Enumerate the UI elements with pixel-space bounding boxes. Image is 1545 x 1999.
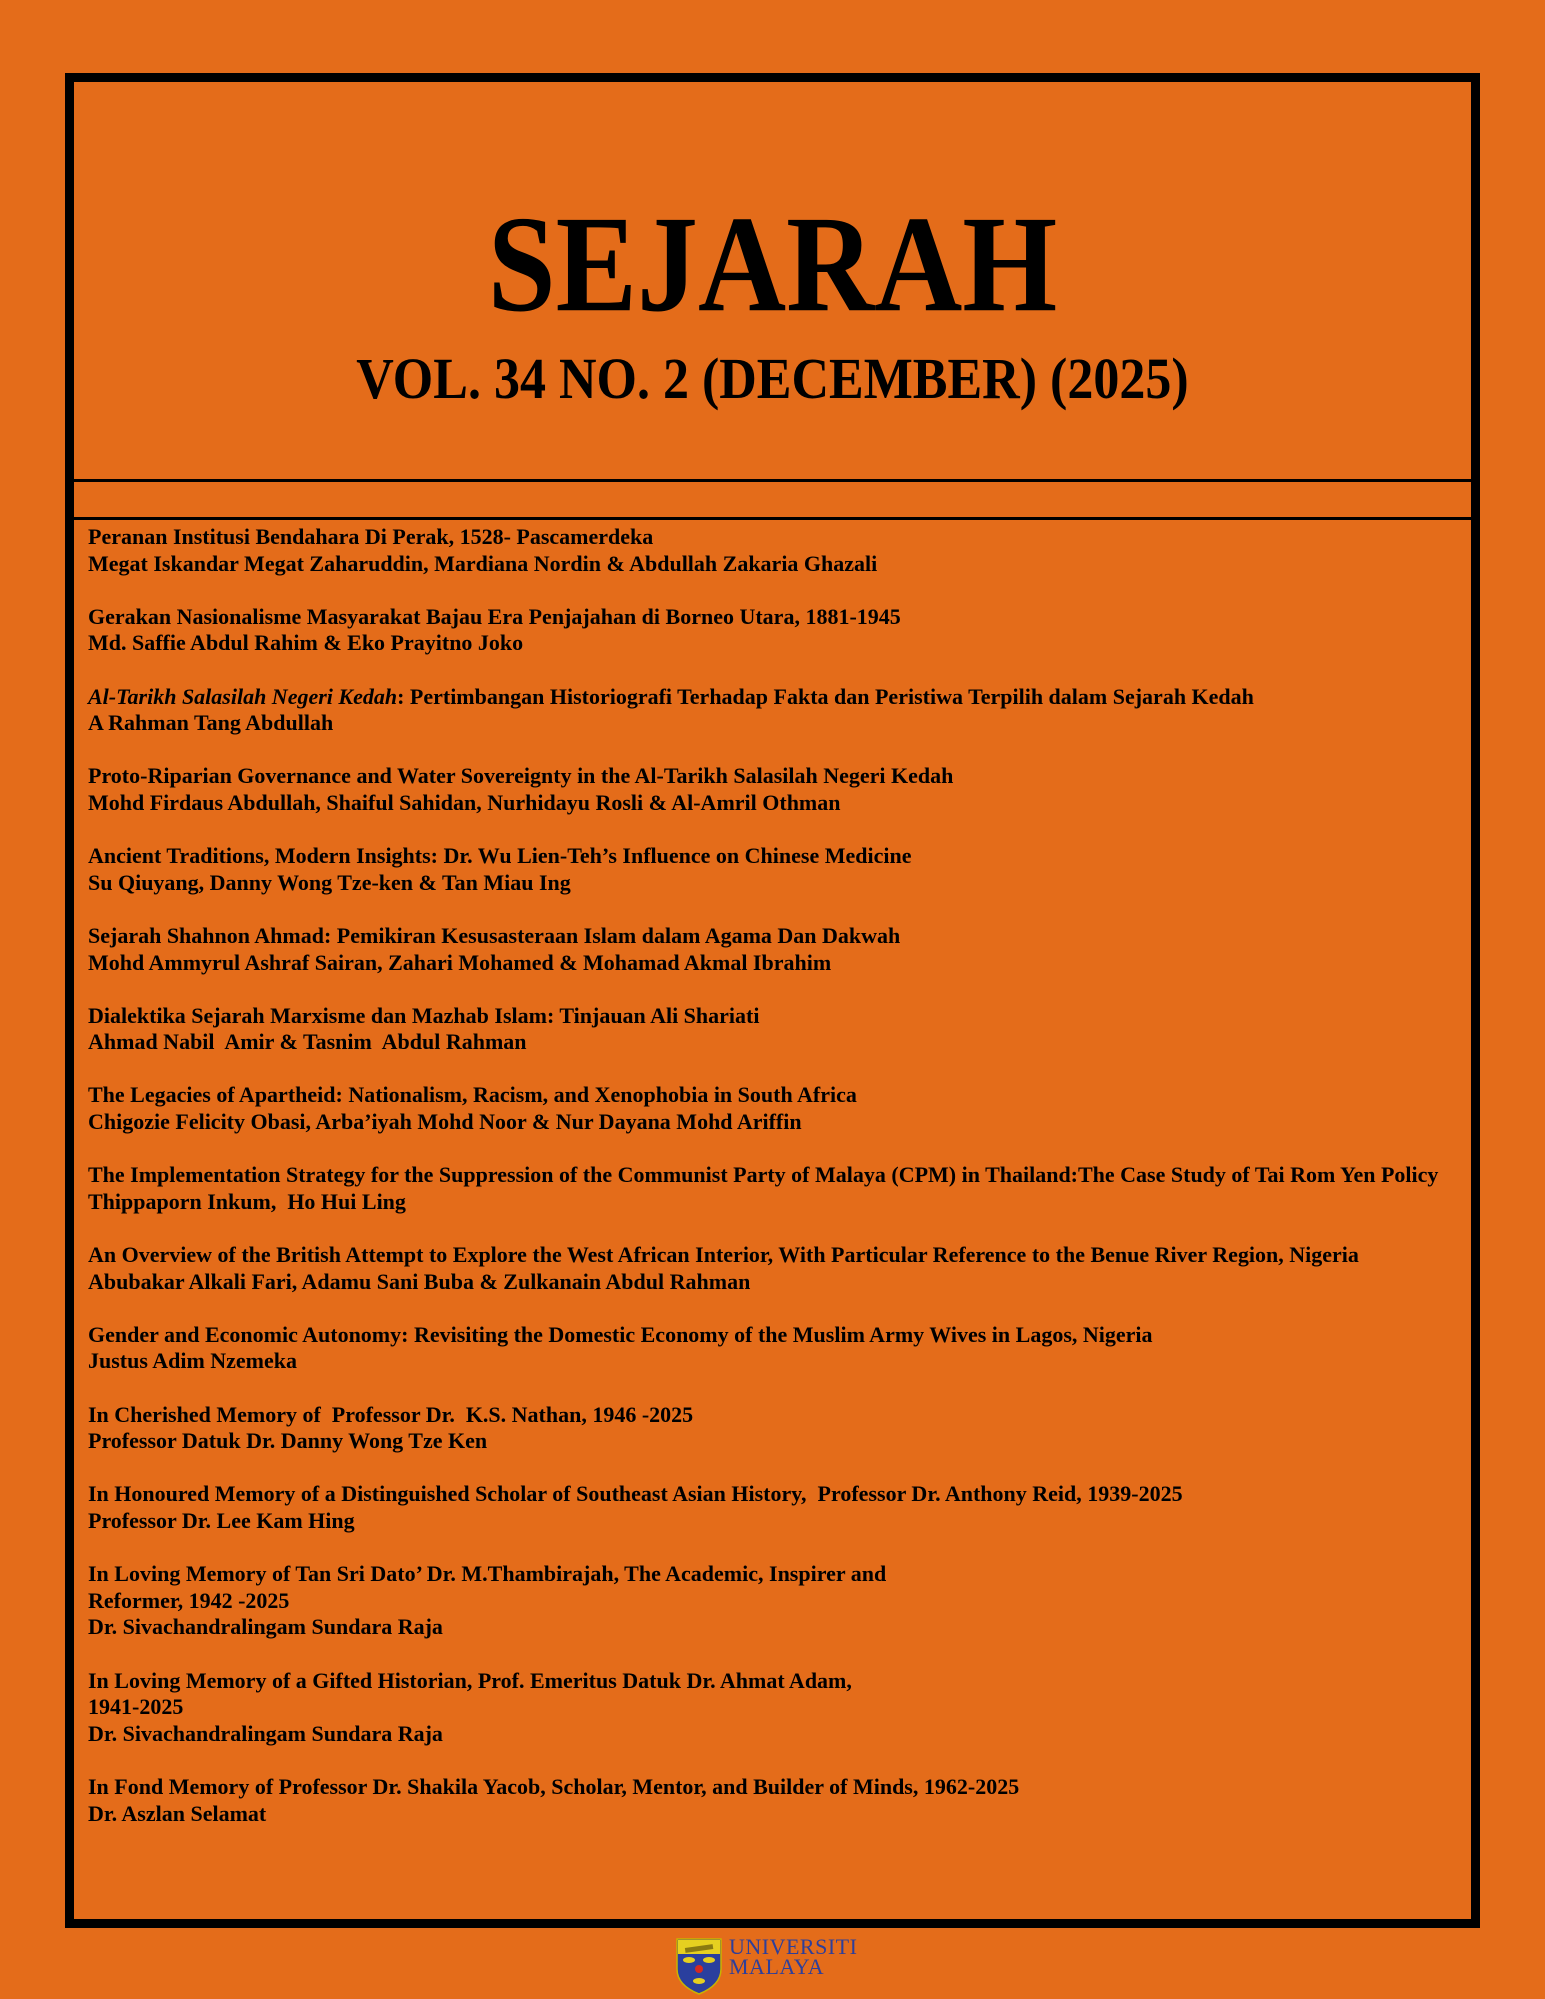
article-title: An Overview of the British Attempt to Explore the West African Interior, With Particular Reference to the Benue River Region, Nigeria: [88, 1242, 1359, 1268]
article-title-line2: 1941-2025: [88, 1694, 184, 1720]
article-title: Proto-Riparian Governance and Water Sovereignty in the Al-Tarikh Salasilah Negeri Kedah: [88, 763, 954, 789]
article-title: In Cherished Memory of Professor Dr. K.S. Nathan, 1946 -2025: [88, 1401, 694, 1427]
issue-info: VOL. 34 NO. 2 (DECEMBER) (2025): [356, 347, 1189, 412]
publisher-line-1: UNIVERSITI: [729, 1934, 858, 1959]
article-authors: A Rahman Tang Abdullah: [88, 710, 334, 736]
article-title-italic: Al-Tarikh Salasilah Negeri Kedah: [88, 683, 398, 709]
article-entry[interactable]: [88, 763, 1456, 816]
article-title: Ancient Traditions, Modern Insights: Dr. Wu Lien-Teh’s Influence on Chinese Medicine: [88, 843, 912, 869]
article-entry[interactable]: [88, 1668, 1456, 1748]
universiti-malaya-logo: [675, 1934, 858, 1995]
article-title: In Honoured Memory of a Distinguished Scholar of Southeast Asian History, Professor Dr. Anthony Reid, 1939-2025: [88, 1481, 1183, 1507]
article-entry[interactable]: [88, 1003, 1456, 1056]
article-entry[interactable]: [88, 1774, 1456, 1827]
article-entry[interactable]: [88, 1162, 1456, 1215]
article-authors: Professor Dr. Lee Kam Hing: [88, 1507, 355, 1533]
article-entry[interactable]: [88, 524, 1456, 577]
publisher-name: [729, 1934, 858, 1979]
article-title: In Loving Memory of a Gifted Historian, Prof. Emeritus Datuk Dr. Ahmat Adam,: [88, 1667, 852, 1693]
article-authors: Chigozie Felicity Obasi, Arba’iyah Mohd Noor & Nur Dayana Mohd Ariffin: [88, 1109, 802, 1135]
journal-title: SEJARAH: [487, 188, 1058, 341]
article-authors: Abubakar Alkali Fari, Adamu Sani Buba & Zulkanain Abdul Rahman: [88, 1268, 751, 1294]
article-authors: Su Qiuyang, Danny Wong Tze-ken & Tan Miau Ing: [88, 869, 571, 895]
article-entry[interactable]: [88, 1561, 1456, 1641]
article-authors: Professor Datuk Dr. Danny Wong Tze Ken: [88, 1428, 488, 1454]
article-title: Gerakan Nasionalisme Masyarakat Bajau Era Penjajahan di Borneo Utara, 1881-1945: [88, 603, 901, 629]
article-title: In Fond Memory of Professor Dr. Shakila Yacob, Scholar, Mentor, and Builder of Minds, 1962-2025: [88, 1773, 1020, 1799]
article-entry[interactable]: [88, 1322, 1456, 1375]
divider: [74, 517, 1471, 520]
article-title: Peranan Institusi Bendahara Di Perak, 1528- Pascamerdeka: [88, 524, 654, 549]
article-authors: Mohd Firdaus Abdullah, Shaiful Sahidan, Nurhidayu Rosli & Al-Amril Othman: [88, 789, 841, 815]
article-entry[interactable]: [88, 684, 1456, 737]
article-entry[interactable]: [88, 1481, 1456, 1534]
article-title: Sejarah Shahnon Ahmad: Pemikiran Kesusasteraan Islam dalam Agama Dan Dakwah: [88, 922, 901, 948]
article-authors: Md. Saffie Abdul Rahim & Eko Prayitno Joko: [88, 630, 524, 656]
article-authors: Megat Iskandar Megat Zaharuddin, Mardiana Nordin & Abdullah Zakaria Ghazali: [88, 550, 878, 576]
publisher-line-2: MALAYA: [729, 1954, 825, 1979]
article-entry[interactable]: [88, 923, 1456, 976]
divider: [74, 479, 1471, 482]
table-of-contents: [88, 524, 1456, 1854]
article-authors: Dr. Sivachandralingam Sundara Raja: [88, 1720, 443, 1746]
article-entry[interactable]: [88, 1402, 1456, 1455]
article-authors: Thippaporn Inkum, Ho Hui Ling: [88, 1188, 406, 1214]
article-entry[interactable]: [88, 1082, 1456, 1135]
article-authors: Dr. Sivachandralingam Sundara Raja: [88, 1614, 443, 1640]
article-authors: Justus Adim Nzemeka: [88, 1348, 298, 1374]
article-authors: Mohd Ammyrul Ashraf Sairan, Zahari Mohamed & Mohamad Akmal Ibrahim: [88, 949, 832, 975]
article-authors: Dr. Aszlan Selamat: [88, 1800, 267, 1826]
article-authors: Ahmad Nabil Amir & Tasnim Abdul Rahman: [88, 1029, 527, 1055]
article-title: The Legacies of Apartheid: Nationalism, Racism, and Xenophobia in South Africa: [88, 1082, 857, 1108]
article-title-rest: : Pertimbangan Historiografi Terhadap Fakta dan Peristiwa Terpilih dalam Sejarah Kedah: [397, 683, 1254, 709]
article-title: The Implementation Strategy for the Suppression of the Communist Party of Malaya (CPM) in Thailand:The Case Study of Tai Rom Yen Policy: [88, 1162, 1439, 1188]
article-entry[interactable]: [88, 1242, 1456, 1295]
article-entry[interactable]: [88, 843, 1456, 896]
article-entry[interactable]: [88, 604, 1456, 657]
article-title: [88, 684, 1456, 711]
university-crest-icon: [675, 1937, 723, 1995]
article-title: In Loving Memory of Tan Sri Dato’ Dr. M.Thambirajah, The Academic, Inspirer and: [88, 1561, 887, 1587]
article-title-line2: Reformer, 1942 -2025: [88, 1587, 290, 1613]
article-title: Dialektika Sejarah Marxisme dan Mazhab Islam: Tinjauan Ali Shariati: [88, 1002, 760, 1028]
article-title: Gender and Economic Autonomy: Revisiting the Domestic Economy of the Muslim Army Wives in Lagos, Nigeria: [88, 1321, 1153, 1347]
